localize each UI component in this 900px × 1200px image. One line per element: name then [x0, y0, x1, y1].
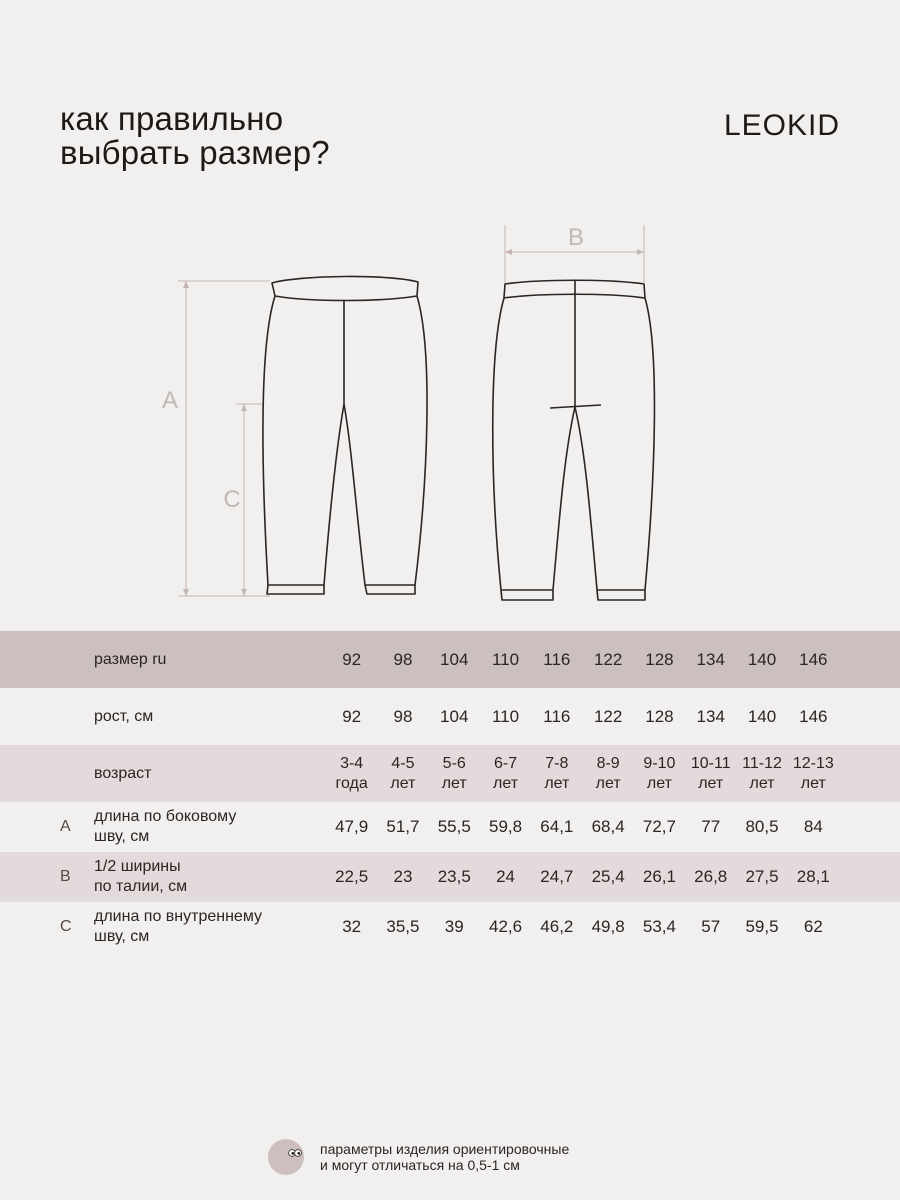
- table-cell: 92: [342, 706, 362, 726]
- table-cell: 39: [444, 917, 464, 936]
- table-cell: 8-9 лет: [595, 754, 621, 792]
- table-cell: 59,8: [488, 817, 523, 836]
- row-label: длина по боковому шву, см: [94, 808, 237, 845]
- table-cell: 140: [747, 649, 777, 669]
- table-cell: 110: [491, 649, 520, 669]
- table-cell: 22,5: [335, 867, 369, 886]
- table-cell: 24,7: [540, 867, 574, 886]
- table-cell: 26,8: [694, 867, 728, 886]
- footer-line-2: и могут отличаться на 0,5-1 см: [320, 1157, 520, 1173]
- table-cell: 104: [440, 706, 469, 726]
- table-cell: 47,9: [335, 817, 369, 836]
- table-cell: 32: [342, 917, 362, 936]
- row-label: рост, см: [94, 707, 154, 725]
- footer-text: [320, 1141, 569, 1173]
- table-cell: 80,5: [745, 817, 779, 836]
- table-cell: 62: [803, 917, 823, 936]
- table-cell: 5-6 лет: [441, 754, 467, 792]
- table-cell: 116: [543, 649, 571, 669]
- table-cell: 27,5: [745, 867, 779, 886]
- table-cell: 72,7: [642, 817, 676, 836]
- table-cell: 84: [803, 817, 823, 836]
- row-letter: A: [60, 818, 71, 835]
- table-cell: 23,5: [437, 867, 471, 886]
- table-cell: 64,1: [540, 817, 574, 836]
- table-cell: 4-5 лет: [390, 754, 416, 792]
- table-cell: 128: [645, 706, 674, 726]
- row-label: длина по внутреннему шву, см: [94, 908, 263, 945]
- pants-diagram: [0, 200, 900, 610]
- table-row-age: [0, 745, 900, 802]
- table-cell: 98: [393, 649, 413, 669]
- table-cell: 25,4: [591, 867, 625, 886]
- table-cell: 104: [440, 649, 469, 669]
- table-row-a: [0, 802, 900, 852]
- row-label: 1/2 ширины по талии, см: [94, 858, 188, 895]
- footer-line-1: параметры изделия ориентировочные: [320, 1141, 570, 1157]
- table-cell: 9-10 лет: [643, 754, 676, 792]
- table-cell: 46,2: [540, 917, 574, 936]
- table-cell: 134: [696, 649, 725, 669]
- table-cell: 116: [543, 706, 571, 726]
- pants-front-icon: [263, 276, 427, 594]
- table-cell: 92: [342, 649, 362, 669]
- table-cell: 98: [393, 706, 413, 726]
- pants-back-icon: [493, 280, 655, 600]
- table-row-height: [0, 688, 900, 745]
- row-label: возраст: [94, 764, 152, 782]
- table-cell: 134: [696, 706, 725, 726]
- row-letter: B: [60, 868, 71, 885]
- table-cell: 59,5: [745, 917, 779, 936]
- table-cell: 42,6: [488, 917, 523, 936]
- row-letter: C: [60, 918, 72, 935]
- table-cell: 110: [491, 706, 520, 726]
- table-cell: 26,1: [642, 867, 676, 886]
- row-label: размер ru: [94, 650, 167, 668]
- page-title: [60, 102, 330, 170]
- table-cell: 77: [701, 817, 721, 836]
- dimension-label-a: A: [161, 387, 179, 414]
- size-table: [0, 631, 900, 952]
- dimension-label-b: B: [567, 224, 585, 251]
- table-cell: 12-13 лет: [792, 754, 834, 792]
- footer-note: [268, 1139, 569, 1175]
- table-cell: 49,8: [591, 917, 625, 936]
- table-cell: 51,7: [386, 817, 420, 836]
- table-row-c: [0, 902, 900, 952]
- table-cell: 35,5: [386, 917, 420, 936]
- brand-logo: LEOKID: [723, 109, 840, 142]
- table-cell: 6-7 лет: [493, 754, 519, 792]
- table-cell: 68,4: [591, 817, 625, 836]
- mascot-icon: [268, 1139, 304, 1175]
- table-cell: 128: [645, 649, 674, 669]
- table-cell: 10-11 лет: [690, 754, 731, 792]
- table-cell: 146: [799, 649, 828, 669]
- table-cell: 7-8 лет: [544, 754, 570, 792]
- table-cell: 24: [496, 867, 515, 886]
- table-cell: 11-12 лет: [742, 754, 782, 792]
- table-cell: 55,5: [437, 817, 471, 836]
- table-cell: 57: [701, 917, 721, 936]
- table-cell: 146: [799, 706, 828, 726]
- table-cell: 28,1: [796, 867, 830, 886]
- table-cell: 3-4 года: [335, 754, 368, 792]
- title-line-2: выбрать размер?: [60, 134, 330, 171]
- title-line-1: как правильно: [60, 100, 284, 137]
- table-cell: 53,4: [642, 917, 676, 936]
- table-row-size: [0, 631, 900, 688]
- table-cell: 122: [593, 649, 623, 669]
- table-row-b: [0, 852, 900, 902]
- table-cell: 23: [393, 867, 413, 886]
- dimension-label-c: C: [223, 486, 241, 513]
- table-cell: 122: [593, 706, 623, 726]
- table-cell: 140: [747, 706, 777, 726]
